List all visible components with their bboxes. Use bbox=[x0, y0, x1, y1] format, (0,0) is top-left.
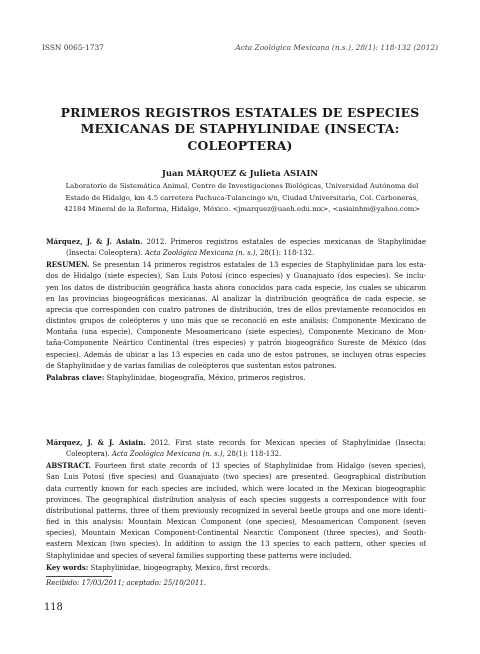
abstract-line: Montaña (una especie), Componente Mesoamericano (siete especies), Componente Mexicano de Mon- bbox=[46, 328, 426, 337]
abstract-line: distributional patterns, three of them previously recognized in several beetle groups and one more identi- bbox=[46, 506, 426, 515]
abstract-text: Fourteen first state records of 13 species of Staphylinidae from Hidalgo (seven species), bbox=[90, 462, 426, 471]
keywords-label: Key words: bbox=[46, 562, 89, 572]
abstract-line: especies). Además de ubicar a las 13 especies en cada uno de estos patrones, se incluyen otras especies bbox=[46, 350, 426, 359]
title-line: MEXICANAS DE STAPHYLINIDAE (INSECTA: bbox=[80, 121, 400, 137]
citation-volume: , 28(1): 118-132. bbox=[255, 249, 315, 258]
article-title bbox=[40, 105, 440, 154]
title-line: COLEOPTERA) bbox=[187, 137, 293, 153]
title-line: PRIMEROS REGISTROS ESTATALES DE ESPECIES bbox=[60, 105, 420, 120]
abstract-line: provinces. The geographical distribution analysis of each species suggests a correspondence with four bbox=[46, 495, 426, 504]
abstract-line bbox=[46, 460, 426, 472]
abstract-label: RESUMEN. bbox=[46, 260, 90, 270]
citation-line bbox=[46, 248, 426, 259]
abstract-line: de Staphylinidae y de varias familias de coleópteros que sustentan estos patrones. bbox=[46, 361, 337, 370]
keywords: Staphylinidae, biogeography, Mexico, first records. bbox=[88, 563, 271, 572]
received-date: Recibido: 17/03/2011; aceptado: 25/10/2011. bbox=[46, 579, 207, 587]
citation-line bbox=[46, 449, 426, 460]
abstract-spanish bbox=[46, 236, 426, 384]
affiliation-line: Laboratorio de Sistemática Animal, Centro de Investigaciones Biológicas, Universidad Autónoma del bbox=[65, 182, 419, 190]
abstract-line: fied in this analysis: Mountain Mexican Component (one species), Mesoamerican Component (seven bbox=[46, 518, 426, 527]
footnote-rule bbox=[46, 576, 112, 577]
citation-title-end: (Insecta: Coleoptera). bbox=[66, 249, 145, 258]
abstract-line: San Luis Potosí (five species) and Guanajuato (two species) are presented. Geographical distribution bbox=[46, 473, 426, 482]
running-header bbox=[42, 43, 438, 55]
affiliation-line: Estado de Hidalgo, km 4.5 carretera Pachuca-Tulancingo s/n, Ciudad Universitaria, Col. Carboneras, bbox=[65, 193, 419, 202]
issn: ISSN 0065-1737 bbox=[42, 43, 104, 52]
journal-citation: Acta Zoológica Mexicana (n.s.), 28(1): 118-132 (2012) bbox=[235, 43, 438, 52]
keywords-label: Palabras clave: bbox=[46, 372, 105, 382]
abstract-line: data currently known for each species are included, which were located in the Mexican biogeographic bbox=[46, 484, 426, 493]
abstract-line: eastern Mexican (two species). In addition to assign the 13 species to each pattern, other species of bbox=[46, 540, 426, 549]
abstract-text: Se presentan 14 primeros registros estatales de 13 especies de Staphylinidae para los esta- bbox=[89, 261, 426, 270]
affiliation-line: 42184 Mineral de la Reforma, Hidalgo, México. <jmarquez@uaeh.edu.mx>, <asiainhm@yahoo.com> bbox=[63, 205, 421, 214]
citation-line bbox=[46, 437, 426, 449]
abstract-line: distintos grupos de coleópteros y uno más que se reconoció en este análisis: Componente Mexicano de bbox=[46, 317, 426, 326]
citation-line bbox=[46, 236, 426, 248]
citation-title-end: Coleoptera). bbox=[66, 450, 112, 459]
abstract-line: species), Mountain Mexican Component-Continental Nearctic Component (three species), and South- bbox=[46, 529, 426, 538]
abstract-line: dos de Hidalgo (siete especies), San Luis Potosí (cinco especies) y Guanajuato (dos especies). Se inclu- bbox=[46, 272, 426, 281]
abstract-line bbox=[46, 259, 426, 271]
abstract-english bbox=[46, 437, 426, 574]
citation-title: 2012. First state records for Mexican species of Staphylinidae (Insecta: bbox=[145, 439, 426, 447]
abstract-line: aprecia que corresponden con cuatro patrones de distribución, tres de ellos previamente reconocidos en bbox=[46, 305, 426, 314]
page-number: 118 bbox=[44, 602, 63, 613]
abstract-line: taña-Componente Neártico Continental (tres especies) y patrón biogeográfico Sureste de México (dos bbox=[46, 339, 426, 348]
citation-volume: , 28(1): 118-132. bbox=[222, 450, 282, 459]
keywords-line bbox=[46, 562, 426, 574]
citation-journal: Acta Zoológica Mexicana (n. s.) bbox=[144, 249, 256, 258]
keywords-line bbox=[46, 372, 426, 384]
abstract-line: yen los datos de distribución geográfica hasta ahora conocidos para cada especie, los cuales se ubicaron bbox=[46, 283, 426, 292]
citation-title: 2012. Primeros registros estatales de especies mexicanas de Staphylinidae bbox=[142, 238, 426, 246]
abstract-line: Staphylinidae and species of several families supporting these patterns were included. bbox=[46, 551, 352, 560]
citation-journal: Acta Zoológica Mexicana (n. s.) bbox=[111, 450, 223, 459]
abstract-label: ABSTRACT. bbox=[46, 461, 91, 471]
authors: Juan MÁRQUEZ & Julieta ASIAIN bbox=[161, 168, 319, 178]
keywords: Staphylinidae, biogeografía, México, primeros registros. bbox=[104, 373, 306, 382]
citation-authors: Márquez, J. & J. Asiain. bbox=[46, 438, 146, 447]
abstract-line: en las provincias biogeográficas mexicanas. Al analizar la distribución geográfica de cada especie, se bbox=[46, 294, 426, 303]
affiliation bbox=[62, 181, 422, 216]
citation-authors: Márquez, J. & J. Asiain. bbox=[46, 237, 143, 246]
